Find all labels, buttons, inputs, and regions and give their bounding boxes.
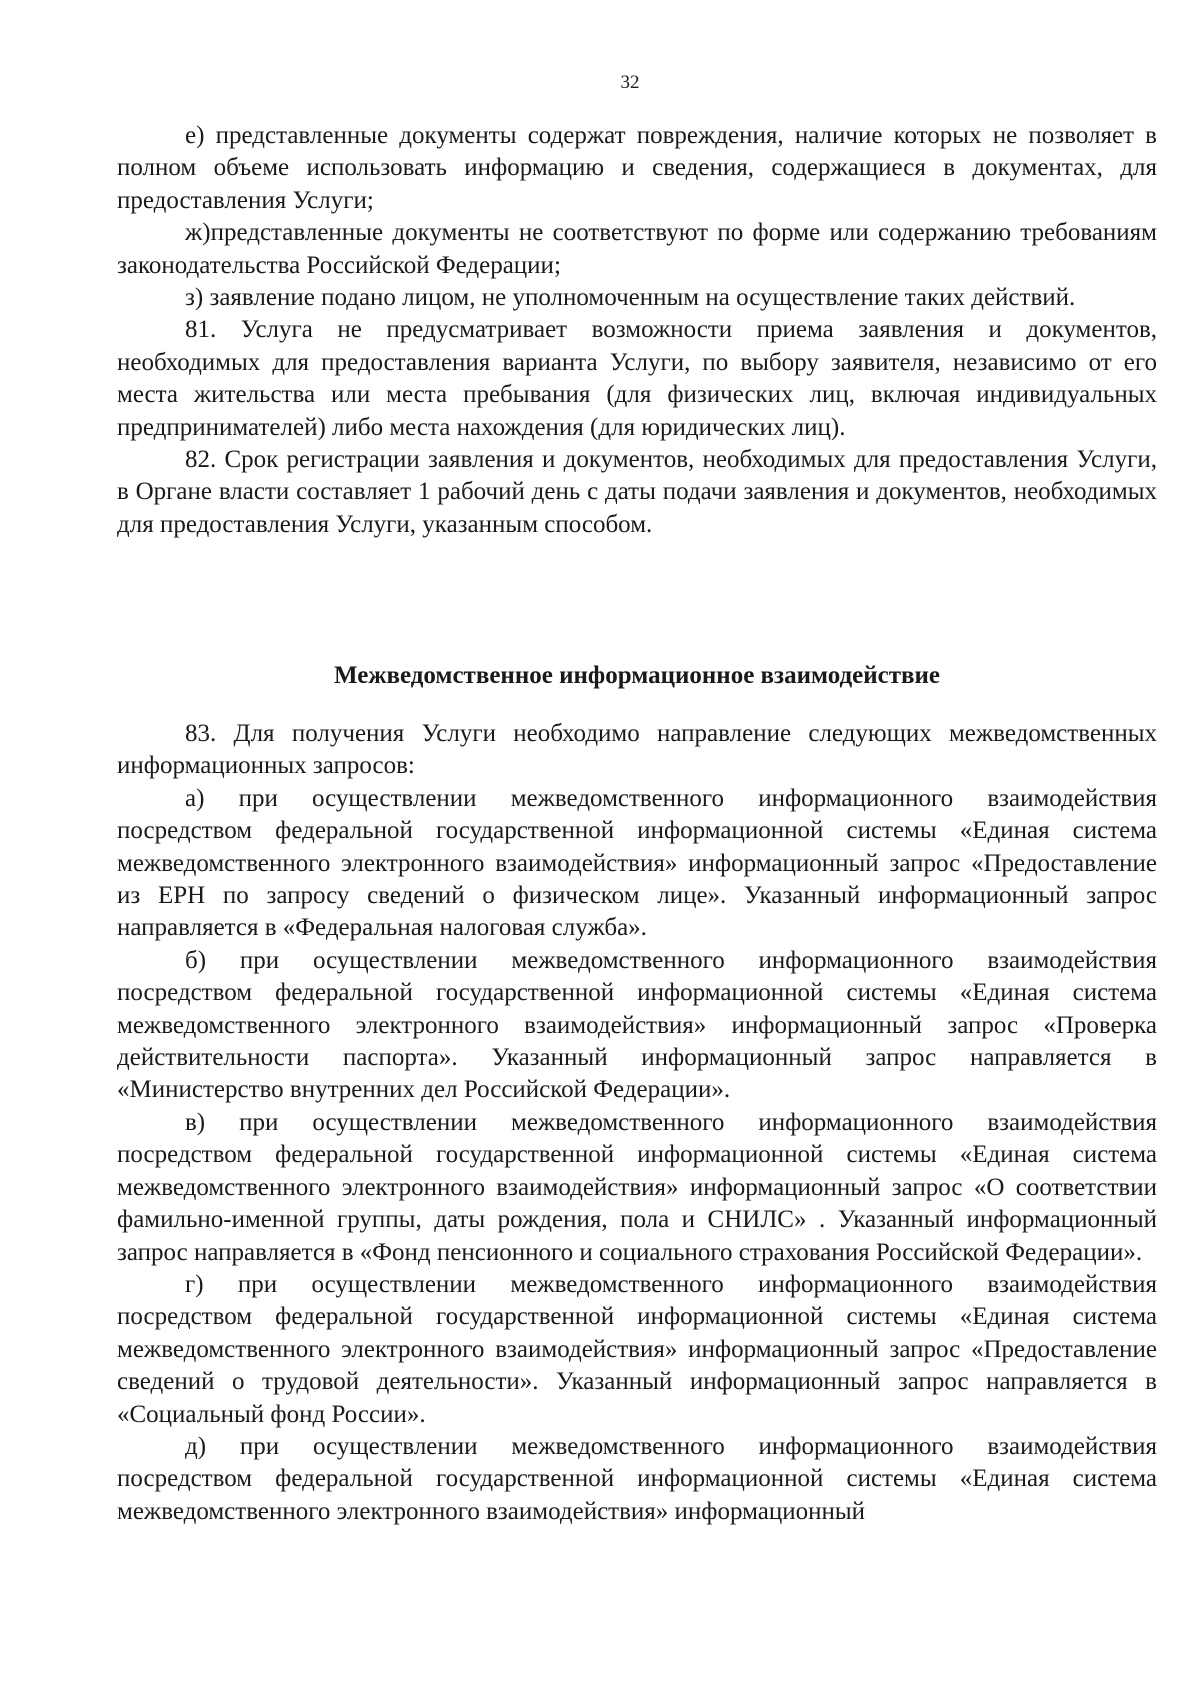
paragraph-item-e: е) представленные документы содержат повреждения, наличие которых не позволяет в полном объеме использовать информацию и сведения, содержащиеся в документах, для предоставления Услуги;	[117, 122, 1157, 214]
paragraph-item-g: г) при осуществлении межведомственного информационного взаимодействия посредством федеральной государственной информационной системы «Единая система межведомственного электронного взаимодействия» информационный запрос «Предоставление сведений о трудовой деятельности». Указанный информационный запрос направляется в «Социальный фонд России».	[117, 1270, 1157, 1428]
paragraph-item-a: а) при осуществлении межведомственного информационного взаимодействия посредством федеральной государственной информационной системы «Единая система межведомственного электронного взаимодействия» информационный запрос «Предоставление из ЕРН по запросу сведений о физическом лице». Указанный информационный запрос направляется в «Федеральная налоговая служба».	[117, 784, 1157, 942]
paragraph-81: 81. Услуга не предусматривает возможности приема заявления и документов, необходимых для предоставления варианта Услуги, по выбору заявителя, независимо от его места жительства или места пребывания (для физических лиц, включая индивидуальных предпринимателей) либо места нахождения (для юридических лиц).	[117, 316, 1157, 441]
text-block-bottom	[117, 718, 1157, 1528]
paragraph-item-v: в) при осуществлении межведомственного информационного взаимодействия посредством федеральной государственной информационной системы «Единая система межведомственного электронного взаимодействия» информационный запрос «О соответствии фамильно-именной группы, даты рождения, пола и СНИЛС» . Указанный информационный запрос направляется в «Фонд пенсионного и социального страхования Российской Федерации».	[117, 1108, 1157, 1266]
paragraph-item-zh: ж)представленные документы не соответствуют по форме или содержанию требованиям законодательства Российской Федерации;	[117, 219, 1157, 279]
text-block-top	[117, 120, 1157, 541]
paragraph-item-b: б) при осуществлении межведомственного информационного взаимодействия посредством федеральной государственной информационной системы «Единая система межведомственного электронного взаимодействия» информационный запрос «Проверка действительности паспорта». Указанный информационный запрос направляется в «Министерство внутренних дел Российской Федерации».	[117, 946, 1157, 1104]
section-heading: Межведомственное информационное взаимодействие	[334, 662, 940, 689]
paragraph-83: 83. Для получения Услуги необходимо направление следующих межведомственных информационных запросов:	[117, 720, 1157, 780]
paragraph-82: 82. Срок регистрации заявления и документов, необходимых для предоставления Услуги, в Органе власти составляет 1 рабочий день с даты подачи заявления и документов, необходимых для предоставления Услуги, указанным способом.	[117, 446, 1157, 538]
paragraph-item-d: д) при осуществлении межведомственного информационного взаимодействия посредством федеральной государственной информационной системы «Единая система межведомственного электронного взаимодействия» информационный	[117, 1432, 1157, 1525]
page-number: 32	[620, 72, 640, 93]
paragraph-item-z: з) заявление подано лицом, не уполномоченным на осуществление таких действий.	[185, 284, 1076, 312]
